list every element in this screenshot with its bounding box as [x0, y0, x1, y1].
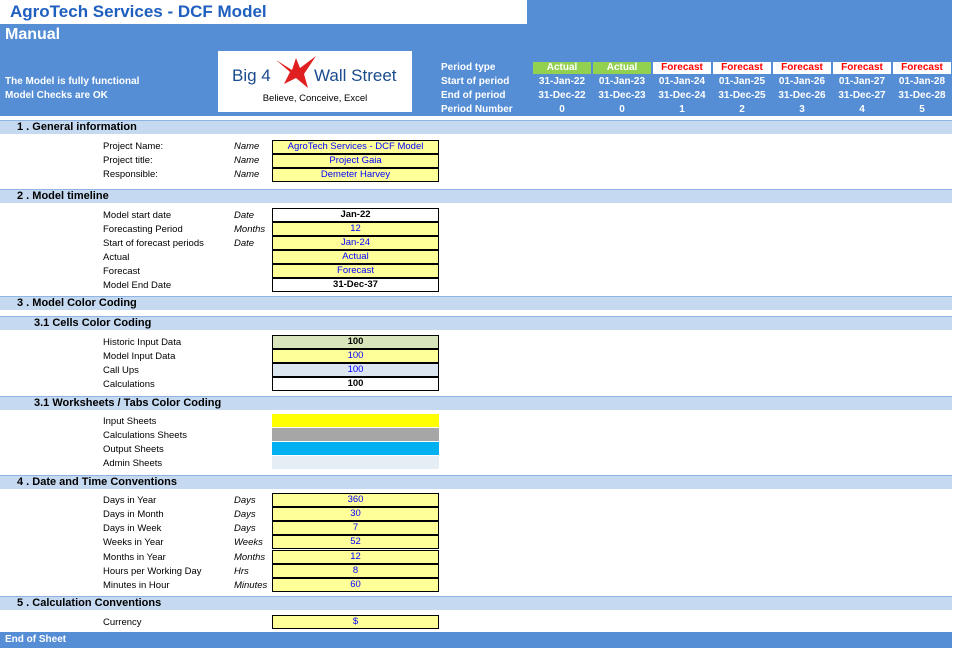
logo-tagline: Believe, Conceive, Excel	[262, 93, 368, 104]
row-label: Model start date	[103, 210, 172, 221]
row-label: Start of forecast periods	[103, 238, 204, 249]
currency-cell[interactable]: $	[272, 615, 439, 629]
section-title: 4 . Date and Time Conventions	[17, 476, 177, 488]
section-general-information	[0, 120, 952, 134]
end-period-cell[interactable]: 31-Dec-25	[718, 90, 766, 101]
actual-cell[interactable]: Actual	[272, 250, 439, 264]
period-type-cell[interactable]: Forecast	[653, 62, 711, 74]
end-period-cell[interactable]: 31-Dec-27	[838, 90, 886, 101]
hours-per-day-cell[interactable]: 8	[272, 564, 439, 578]
row-label: Model End Date	[103, 280, 172, 291]
days-in-month-cell[interactable]: 30	[272, 507, 439, 521]
row-label: Hours per Working Day	[103, 566, 202, 577]
forecast-start-cell[interactable]: Jan-24	[272, 236, 439, 250]
start-period-cell[interactable]: 31-Jan-22	[538, 76, 586, 87]
days-in-week-cell[interactable]: 7	[272, 521, 439, 535]
row-label: Model Input Data	[103, 351, 176, 362]
row-unit: Minutes	[234, 580, 268, 591]
start-period-cell[interactable]: 01-Jan-26	[778, 76, 826, 87]
subsection-title: 3.1 Worksheets / Tabs Color Coding	[34, 397, 222, 409]
row-label: Days in Month	[103, 509, 164, 520]
section-title: 5 . Calculation Conventions	[17, 597, 162, 609]
period-type-cell[interactable]: Actual	[593, 62, 651, 74]
admin-sheets-swatch[interactable]	[272, 456, 439, 469]
row-label: Months in Year	[103, 552, 166, 563]
input-sheets-swatch[interactable]	[272, 414, 439, 427]
company-logo	[218, 51, 412, 112]
days-in-year-cell[interactable]: 360	[272, 493, 439, 507]
forecasting-period-cell[interactable]: 12	[272, 222, 439, 236]
row-unit: Days	[234, 495, 256, 506]
model-start-date-cell[interactable]: Jan-22	[272, 208, 439, 222]
row-label: Forecasting Period	[103, 224, 183, 235]
output-sheets-swatch[interactable]	[272, 442, 439, 455]
row-label: Days in Year	[103, 495, 157, 506]
calculations-sheets-swatch[interactable]	[272, 428, 439, 441]
section-calculation-conventions	[0, 596, 952, 610]
weeks-in-year-cell[interactable]: 52	[272, 535, 439, 549]
period-number-cell[interactable]: 4	[859, 104, 865, 115]
row-label: Call Ups	[103, 365, 139, 376]
model-end-date-cell[interactable]: 31-Dec-37	[272, 278, 439, 292]
sheet-name: Manual	[5, 26, 61, 43]
section-title: 2 . Model timeline	[17, 190, 109, 202]
section-date-time-conventions	[0, 475, 952, 489]
period-number-cell[interactable]: 2	[739, 104, 745, 115]
end-period-cell[interactable]: 31-Dec-23	[598, 90, 646, 101]
minutes-in-hour-cell[interactable]: 60	[272, 578, 439, 592]
period-number-cell[interactable]: 3	[799, 104, 805, 115]
responsible-cell[interactable]: Demeter Harvey	[272, 168, 439, 182]
header-band-top	[527, 0, 952, 24]
row-unit: Months	[234, 552, 266, 563]
model-input-cell[interactable]: 100	[272, 349, 439, 363]
project-title-cell[interactable]: Project Gaia	[272, 154, 439, 168]
subsection-cells-color-coding	[0, 316, 952, 330]
row-unit: Name	[234, 141, 260, 152]
calculations-cell[interactable]: 100	[272, 377, 439, 391]
end-period-cell[interactable]: 31-Dec-22	[538, 90, 586, 101]
row-label: Input Sheets	[103, 416, 157, 427]
row-label: Admin Sheets	[103, 458, 163, 469]
start-period-cell[interactable]: 01-Jan-28	[898, 76, 946, 87]
logo-text-right: Wall Street	[314, 66, 397, 85]
section-model-color-coding	[0, 296, 952, 310]
row-unit: Weeks	[234, 537, 263, 548]
subsection-tabs-color-coding	[0, 396, 952, 410]
row-label: Responsible:	[103, 169, 158, 180]
period-number-label: Period Number	[441, 104, 513, 115]
row-unit: Date	[234, 238, 255, 249]
row-unit: Name	[234, 169, 260, 180]
forecast-cell[interactable]: Forecast	[272, 264, 439, 278]
section-model-timeline	[0, 189, 952, 203]
call-ups-cell[interactable]: 100	[272, 363, 439, 377]
section-title: 1 . General information	[17, 121, 137, 133]
period-type-cell[interactable]: Forecast	[713, 62, 771, 74]
period-number-cell[interactable]: 0	[559, 104, 565, 115]
row-label: Weeks in Year	[103, 537, 164, 548]
status-checks: Model Checks are OK	[5, 90, 108, 101]
row-label: Calculations	[103, 379, 155, 390]
row-unit: Days	[234, 509, 256, 520]
period-type-cell[interactable]: Forecast	[773, 62, 831, 74]
period-number-cell[interactable]: 5	[919, 104, 925, 115]
row-label: Project title:	[103, 155, 153, 166]
months-in-year-cell[interactable]: 12	[272, 550, 439, 564]
end-period-cell[interactable]: 31-Dec-28	[898, 90, 946, 101]
end-period-cell[interactable]: 31-Dec-26	[778, 90, 826, 101]
row-label: Calculations Sheets	[103, 430, 187, 441]
row-label: Currency	[103, 617, 142, 628]
end-of-sheet-bar	[0, 632, 952, 648]
row-label: Actual	[103, 252, 130, 263]
period-number-cell[interactable]: 1	[679, 104, 685, 115]
end-period-label: End of period	[441, 90, 506, 101]
row-unit: Months	[234, 224, 266, 235]
row-unit: Date	[234, 210, 255, 221]
row-unit: Days	[234, 523, 256, 534]
row-label: Historic Input Data	[103, 337, 182, 348]
project-name-cell[interactable]: AgroTech Services - DCF Model	[272, 140, 439, 154]
start-period-cell[interactable]: 01-Jan-27	[838, 76, 886, 87]
footer-label: End of Sheet	[5, 634, 67, 645]
end-period-cell[interactable]: 31-Dec-24	[658, 90, 706, 101]
period-type-label: Period type	[441, 62, 496, 73]
period-number-cell[interactable]: 0	[619, 104, 625, 115]
period-type-cell[interactable]: Forecast	[893, 62, 951, 74]
row-label: Minutes in Hour	[103, 580, 170, 591]
row-unit: Name	[234, 155, 260, 166]
red-eagle-icon	[274, 54, 318, 90]
period-type-cell[interactable]: Actual	[533, 62, 591, 74]
logo-text-left: Big 4	[232, 66, 271, 85]
start-period-cell[interactable]: 01-Jan-24	[658, 76, 706, 87]
start-period-cell[interactable]: 01-Jan-23	[598, 76, 646, 87]
start-period-cell[interactable]: 01-Jan-25	[718, 76, 766, 87]
period-type-cell[interactable]: Forecast	[833, 62, 891, 74]
page-title: AgroTech Services - DCF Model	[10, 2, 267, 21]
row-label: Forecast	[103, 266, 140, 277]
section-title: 3 . Model Color Coding	[17, 297, 137, 309]
row-label: Output Sheets	[103, 444, 164, 455]
status-functional: The Model is fully functional	[5, 76, 140, 87]
row-label: Days in Week	[103, 523, 162, 534]
historic-input-cell[interactable]: 100	[272, 335, 439, 349]
subsection-title: 3.1 Cells Color Coding	[34, 317, 152, 329]
row-label: Project Name:	[103, 141, 164, 152]
start-period-label: Start of period	[441, 76, 510, 87]
row-unit: Hrs	[234, 566, 249, 577]
